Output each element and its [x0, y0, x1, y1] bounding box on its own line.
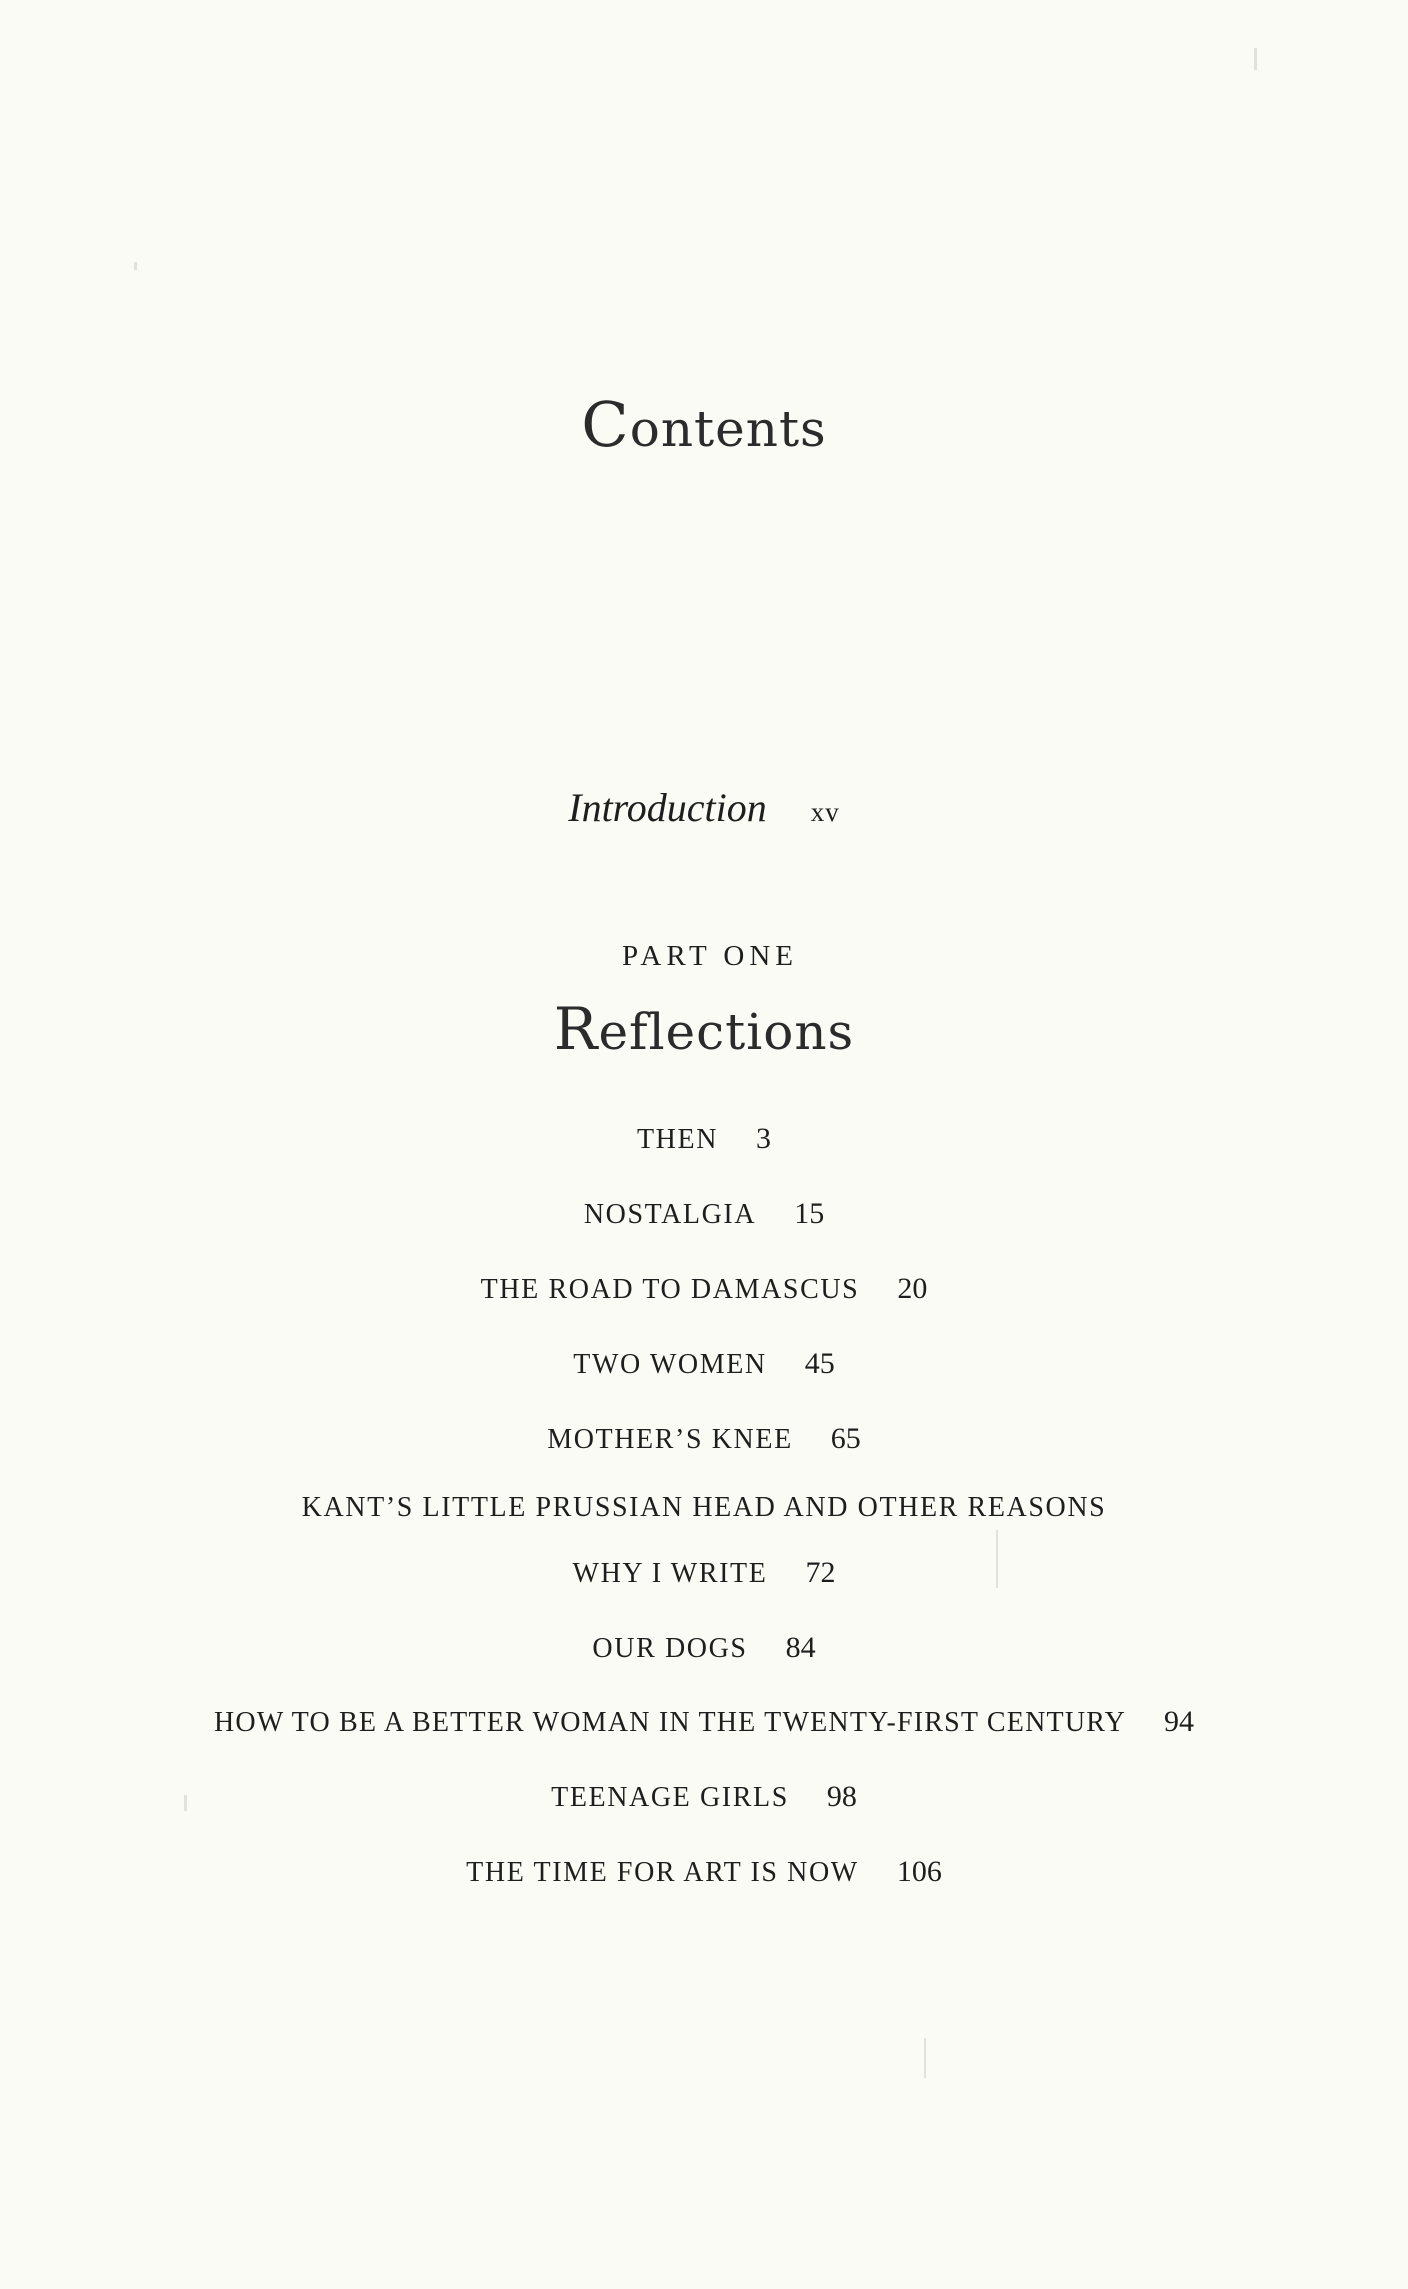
paper-mark	[134, 262, 137, 270]
toc-entry-title: NOSTALGIA	[583, 1199, 757, 1230]
toc-entry-page-number: 94	[1164, 1705, 1194, 1738]
toc-entry-page-number: 98	[826, 1780, 857, 1813]
toc-entry	[0, 1705, 1408, 1739]
title-initial: C	[581, 388, 630, 461]
toc-entry-title: HOW TO BE A BETTER WOMAN IN THE TWENTY-FIRST CENTURY	[213, 1707, 1126, 1738]
paper-mark	[1254, 48, 1257, 70]
toc-entry-page-number: 20	[897, 1272, 928, 1305]
toc-entry-title: TEENAGE GIRLS	[551, 1782, 789, 1813]
toc-entry	[0, 1197, 1408, 1231]
toc-entry-title: THE ROAD TO DAMASCUS	[480, 1274, 860, 1305]
toc-entry-page-number: 72	[805, 1556, 836, 1589]
toc-entry-title: KANT’S LITTLE PRUSSIAN HEAD AND OTHER REASONS	[301, 1492, 1107, 1523]
paper-mark	[184, 1795, 187, 1811]
toc-entry	[0, 1272, 1408, 1306]
toc-entry	[0, 1556, 1408, 1590]
toc-entry	[0, 1122, 1408, 1156]
toc-entry	[0, 1347, 1408, 1381]
toc-entry	[0, 1492, 1408, 1524]
toc-entry-page-number: 3	[756, 1122, 772, 1155]
page-title	[0, 388, 1408, 461]
part-label: PART ONE	[621, 940, 799, 972]
part-title-rest: eflections	[598, 1003, 855, 1061]
toc-entry	[0, 1780, 1408, 1814]
introduction-label: Introduction	[568, 785, 767, 830]
toc-entry-page-number: 65	[830, 1422, 861, 1455]
introduction-page-number: xv	[810, 797, 840, 827]
paper-mark	[924, 2038, 926, 2078]
toc-entry-title: THE TIME FOR ART IS NOW	[466, 1857, 859, 1888]
part-title-initial: R	[553, 995, 599, 1063]
toc-entry-page-number: 45	[804, 1347, 835, 1380]
toc-entry	[0, 1631, 1408, 1665]
toc-entry-page-number: 106	[896, 1855, 942, 1888]
toc-entry-title: OUR DOGS	[592, 1633, 748, 1664]
paper-mark	[996, 1530, 998, 1588]
part-title	[0, 995, 1408, 1063]
title-rest: ontents	[629, 400, 827, 458]
toc-entry	[0, 1422, 1408, 1456]
toc-entry-title: WHY I WRITE	[572, 1558, 768, 1589]
toc-entry-title: TWO WOMEN	[573, 1349, 767, 1380]
introduction-entry	[0, 784, 1408, 831]
toc-entry-page-number: 84	[785, 1631, 816, 1664]
toc-entry-title: THEN	[636, 1124, 719, 1155]
toc-entry-title: MOTHER’S KNEE	[547, 1424, 793, 1455]
toc-entry	[0, 1855, 1408, 1889]
toc-entry-page-number: 15	[794, 1197, 825, 1230]
